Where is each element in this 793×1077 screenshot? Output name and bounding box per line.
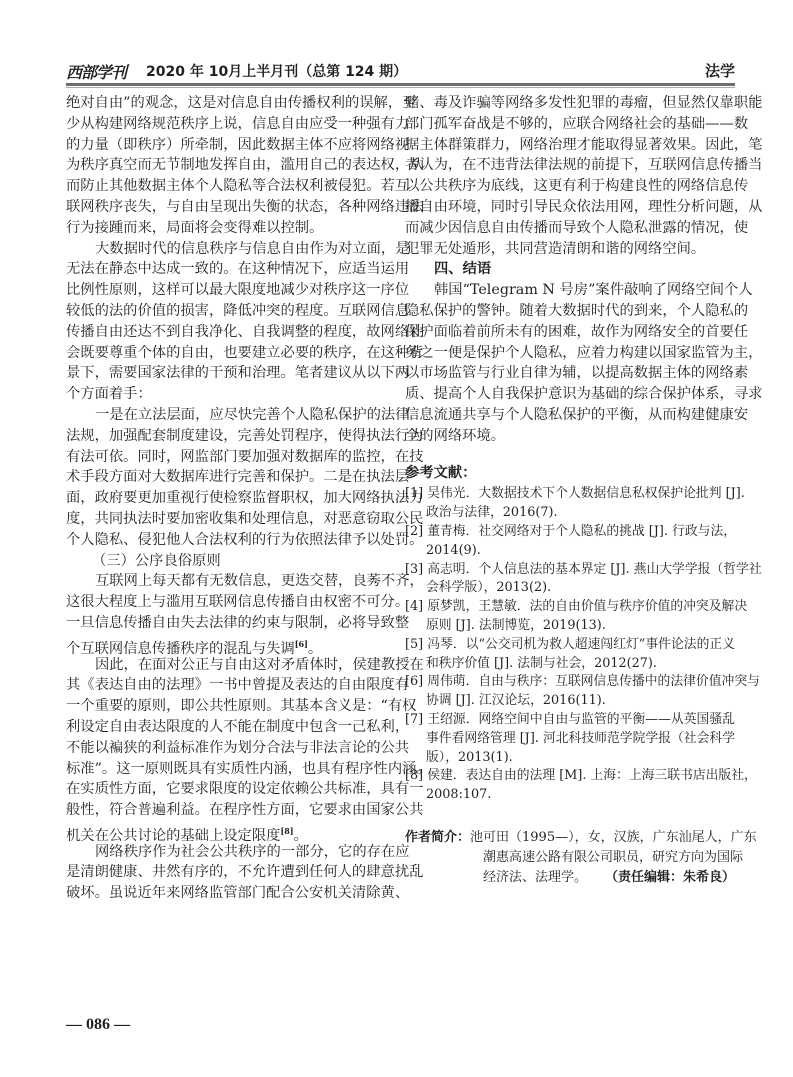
text-line: 在实质性方面，它要求限度的设定依赖公共标准，具有一	[66, 781, 424, 798]
reference-line: [5] 冯琴．以“公交司机为救人超速闯红灯”事件论法的正义	[405, 636, 735, 652]
page-number: — 086 —	[66, 1016, 130, 1033]
text-line: 一是在立法层面，应尽快完善个人隐私保护的法律	[95, 406, 410, 423]
text-line: 面，政府要更加重视行使检察监督职权，加大网络执法力	[66, 490, 424, 507]
section-title: 法学	[704, 62, 735, 80]
reference-item	[405, 523, 735, 561]
citation-marker[interactable]: [6]	[294, 638, 308, 649]
text-line: 利设定自由表达限度的人不能在制度中包含一己私利，	[66, 718, 410, 735]
text-line: 有法可依。同时，网监部门要加强对数据库的监控，在技	[66, 448, 424, 465]
references-list	[405, 485, 762, 805]
text-line: 以公共秩序为底线，这更有利于构建良性的网络信息传	[405, 178, 749, 195]
text-line: 无法在静态中达成一致的。在这种情况下，应适当运用	[66, 261, 410, 278]
text-line: 破坏。虽说近年来网络监管部门配合公安机关清除黄、	[66, 885, 410, 902]
text-line: 较低的法的价值的损害，降低冲突的程度。互联网信息	[66, 302, 410, 319]
text-line: 播自由环境，同时引导民众依法用网，理性分析问题，从	[405, 198, 763, 215]
text: 机关在公共讨论的基础上设定限度	[66, 827, 281, 844]
text-line: 一旦信息传播自由失去法律的约束与限制，必将导致整	[66, 614, 410, 631]
reference-item	[405, 673, 760, 711]
text: 。	[307, 640, 323, 657]
reference-line: 2014(9).	[426, 542, 481, 558]
text-line: 质、提高个人自我保护意识为基础的综合保护体系，寻求	[405, 386, 763, 403]
reference-line: 2008:107.	[426, 787, 492, 803]
text-line: 大数据时代的信息秩序与信息自由作为对立面，是	[95, 240, 410, 257]
text: 。	[293, 827, 308, 844]
left-column	[66, 93, 431, 904]
reference-item	[405, 767, 757, 805]
header-rule	[66, 83, 735, 86]
reference-line: [1] 吴伟光．大数据技术下个人数据信息私权保护论批判 [J].	[405, 486, 745, 502]
section-heading: （三）公序良俗原则	[92, 552, 221, 569]
reference-item	[405, 711, 735, 767]
section-heading: 四、结语	[434, 261, 492, 278]
text-line: 网络秩序作为社会公共秩序的一部分，它的存在应	[95, 843, 410, 860]
text-line: 部门孤军奋战是不够的，应联合网络社会的基础——数	[405, 115, 749, 132]
text-line: 少从构建网络规范秩序上说，信息自由应受一种强有力	[66, 115, 410, 132]
issue-info: 2020 年 10月上半月刊（总第 124 期）	[146, 64, 408, 80]
author-bio-line: 经济法、法理学。	[483, 870, 588, 885]
text-line: 比例性原则，这样可以最大限度地减少对秩序这一序位	[66, 282, 410, 299]
reference-line: [6] 周伟萌．自由与秩序：互联网信息传播中的法律价值冲突与	[405, 674, 760, 690]
text-line: 会既要尊重个体的自由，也要建立必要的秩序，在这种背	[66, 344, 424, 361]
text-line: 务之一便是保护个人隐私，应着力构建以国家监管为主，	[405, 344, 763, 361]
reference-line: 事件看网络管理 [J]. 河北科技师范学院学报（社会科学	[426, 730, 735, 746]
text-line: 而防止其他数据主体个人隐私等合法权利被侵犯。若互	[66, 178, 410, 195]
text-line: 赌、毒及诈骗等网络多发性犯罪的毒瘤，但显然仅靠职能	[405, 95, 763, 111]
text-line: 因此，在面对公正与自由这对矛盾体时，侯建教授在	[95, 656, 424, 673]
journal-logo: 西部学刊	[66, 63, 127, 82]
reference-line: [8] 侯建．表达自由的法理 [M]. 上海：上海三联书店出版社，	[405, 768, 757, 784]
text-line: 个方面着手：	[66, 386, 152, 403]
reference-line: 原则 [J]. 法制博览，2019(13).	[426, 617, 606, 633]
author-bio-line: 潮惠高速公路有限公司职员，研究方向为国际	[483, 850, 744, 865]
text-line: 不能以褊狭的利益标准作为划分合法与非法言论的公共	[66, 739, 410, 756]
text-line: 其《表达自由的法理》一书中曾提及表达的自由限度有	[66, 677, 410, 694]
right-column	[405, 93, 763, 805]
text-line: 术手段方面对大数据库进行完善和保护。二是在执法层	[66, 469, 410, 486]
reference-line: [7] 王绍源．网络空间中自由与监管的平衡——从英国骚乱	[405, 711, 735, 727]
text-line: 信息流通共享与个人隐私保护的平衡，从而构建健康安	[405, 406, 749, 423]
text-line: 为秩序真空而无节制地发挥自由，滥用自己的表达权，从	[66, 157, 424, 174]
text-line: 般性，符合普遍利益。在程序性方面，它要求由国家公共	[66, 802, 424, 819]
text-line: 个人隐私、侵犯他人合法权利的行为依照法律予以处罚。	[66, 531, 424, 548]
text-line: 联网秩序丧失，与自由呈现出失衡的状态，各种网络违法	[66, 198, 424, 215]
text-line: 犯罪无处遁形，共同营造清朗和谐的网络空间。	[405, 240, 706, 257]
text: 池可田（1995—），女，汉族，广东汕尾人，广东	[470, 830, 757, 845]
text-line: 的力量（即秩序）所牵制，因此数据主体不应将网络视	[66, 136, 410, 153]
text-line: 绝对自由”的观念，这是对信息自由传播权利的误解，至	[66, 95, 417, 111]
text-line: 一个重要的原则，即公共性原则。其基本含义是：“有权	[66, 698, 417, 715]
reference-item	[405, 485, 745, 523]
references-heading: 参考文献：	[405, 464, 477, 481]
text-line: 保护面临着前所未有的困难，故作为网络安全的首要任	[405, 323, 749, 340]
text-line	[66, 821, 393, 842]
text-line: 隐私保护的警钟。随着大数据时代的到来，个人隐私的	[405, 302, 749, 319]
reference-line: [4] 原梦凯，王慧敏．法的自由价值与秩序价值的冲突及解决	[405, 599, 748, 615]
reference-line: 协调 [J]. 江汉论坛，2016(11).	[426, 693, 606, 709]
reference-line: [2] 董青梅．社交网络对于个人隐私的挑战 [J]. 行政与法，	[405, 523, 737, 539]
reference-line: 会科学版），2013(2).	[426, 580, 552, 596]
text-line: 这很大程度上与滥用互联网信息传播自由权密不可分。	[66, 594, 410, 611]
reference-item	[405, 561, 762, 599]
text-line: 景下，需要国家法律的干预和治理。笔者建议从以下两	[66, 365, 410, 382]
text-line: 互联网上每天都有无数信息，更迭交替，良莠不齐，	[95, 573, 424, 590]
text-line: 据主体群策群力，网络治理才能取得显著效果。因此，笔	[405, 136, 763, 153]
text-line: 法规，加强配套制度建设，完善处罚程序，使得执法行为	[66, 427, 424, 444]
text-line: 韩国“Telegram N 号房”案件敲响了网络空间个人	[434, 282, 753, 299]
text-line: 全的网络环境。	[405, 427, 506, 444]
text-line: 以市场监管与行业自律为辅，以提高数据主体的网络素	[405, 365, 749, 382]
text-line: 度，共同执法时要加密收集和处理信息，对恶意窃取公民	[66, 510, 424, 527]
text-line: 行为接踵而来，局面将会变得难以控制。	[66, 219, 324, 236]
running-header	[66, 60, 735, 82]
reference-line: 政治与法律，2016(7).	[426, 505, 558, 521]
text-line: 标准”。这一原则既具有实质性内涵，也具有程序性内涵。	[66, 760, 431, 777]
text-line	[66, 634, 393, 655]
text: 个互联网信息传播秩序的混乱与失调	[66, 640, 295, 657]
reference-item	[405, 598, 748, 636]
text-line: 而减少因信息自由传播而导致个人隐私泄露的情况，使	[405, 219, 749, 236]
author-bio-line	[405, 828, 757, 848]
text-line: 是清朗健康、井然有序的，不允许遭到任何人的肆意扰乱	[66, 864, 424, 881]
reference-line: 和秩序价值 [J]. 法制与社会，2012(27).	[426, 655, 657, 671]
reference-line: 版），2013(1).	[426, 749, 513, 765]
reference-item	[405, 636, 735, 674]
text-line: 者认为，在不违背法律法规的前提下，互联网信息传播当	[405, 157, 763, 174]
citation-marker[interactable]: [8]	[280, 825, 294, 836]
header-rule-thin	[66, 87, 735, 88]
responsible-editor: （责任编辑：朱希良）	[604, 870, 735, 885]
reference-line: [3] 高志明．个人信息法的基本界定 [J]. 燕山大学学报（哲学社	[405, 561, 762, 577]
author-bio-label: 作者简介：	[405, 830, 471, 845]
text-line: 传播自由还达不到自我净化、自我调整的程度，故网络社	[66, 323, 424, 340]
